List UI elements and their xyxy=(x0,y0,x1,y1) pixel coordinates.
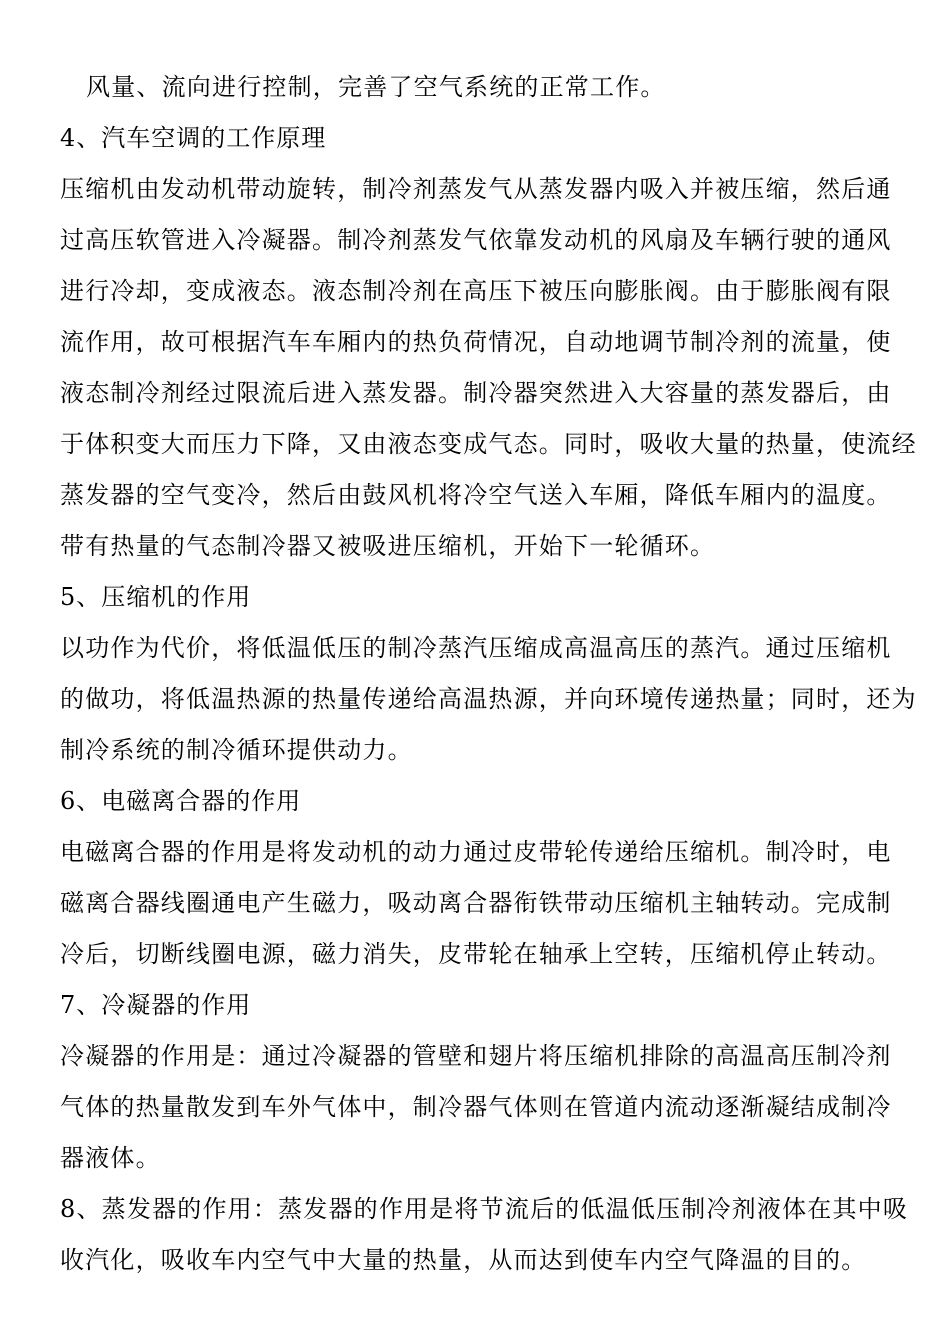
paragraph-line: 气体的热量散发到车外气体中，制冷器气体则在管道内流动逐渐凝结成制冷 xyxy=(60,1093,892,1121)
paragraph-line: 风量、流向进行控制，完善了空气系统的正常工作。 xyxy=(86,73,666,101)
paragraph-line: 的做功，将低温热源的热量传递给高温热源，并向环境传递热量；同时，还为 xyxy=(60,685,917,713)
paragraph-line: 电磁离合器的作用是将发动机的动力通过皮带轮传递给压缩机。制冷时，电 xyxy=(60,838,892,866)
paragraph-line: 磁离合器线圈通电产生磁力，吸动离合器衔铁带动压缩机主轴转动。完成制 xyxy=(60,889,892,917)
paragraph-line: 液态制冷剂经过限流后进入蒸发器。制冷器突然进入大容量的蒸发器后，由 xyxy=(60,379,892,407)
paragraph-line: 于体积变大而压力下降，又由液态变成气态。同时，吸收大量的热量，使流经 xyxy=(60,430,917,458)
paragraph-line: 器液体。 xyxy=(60,1144,161,1172)
paragraph-line: 冷凝器的作用是：通过冷凝器的管壁和翅片将压缩机排除的高温高压制冷剂 xyxy=(60,1042,892,1070)
paragraph-line: 流作用，故可根据汽车车厢内的热负荷情况，自动地调节制冷剂的流量，使 xyxy=(60,328,892,356)
paragraph-line: 以功作为代价，将低温低压的制冷蒸汽压缩成高温高压的蒸汽。通过压缩机 xyxy=(60,634,892,662)
paragraph-line: 收汽化，吸收车内空气中大量的热量，从而达到使车内空气降温的目的。 xyxy=(60,1246,867,1274)
section-heading-6: 6、电磁离合器的作用 xyxy=(60,787,302,815)
paragraph-line: 制冷系统的制冷循环提供动力。 xyxy=(60,736,413,764)
paragraph-line: 带有热量的气态制冷器又被吸进压缩机，开始下一轮循环。 xyxy=(60,532,716,560)
paragraph-line: 进行冷却，变成液态。液态制冷剂在高压下被压向膨胀阀。由于膨胀阀有限 xyxy=(60,277,892,305)
paragraph-line: 蒸发器的空气变冷，然后由鼓风机将冷空气送入车厢，降低车厢内的温度。 xyxy=(60,481,892,509)
section-heading-7: 7、冷凝器的作用 xyxy=(60,991,252,1019)
paragraph-line: 冷后，切断线圈电源，磁力消失，皮带轮在轴承上空转，压缩机停止转动。 xyxy=(60,940,892,968)
paragraph-line: 过高压软管进入冷凝器。制冷剂蒸发气依靠发动机的风扇及车辆行驶的通风 xyxy=(60,226,892,254)
section-heading-8-line: 8、蒸发器的作用：蒸发器的作用是将节流后的低温低压制冷剂液体在其中吸 xyxy=(60,1195,909,1223)
section-heading-5: 5、压缩机的作用 xyxy=(60,583,252,611)
paragraph-line: 压缩机由发动机带动旋转，制冷剂蒸发气从蒸发器内吸入并被压缩，然后通 xyxy=(60,175,892,203)
section-heading-4: 4、汽车空调的工作原理 xyxy=(60,124,327,152)
